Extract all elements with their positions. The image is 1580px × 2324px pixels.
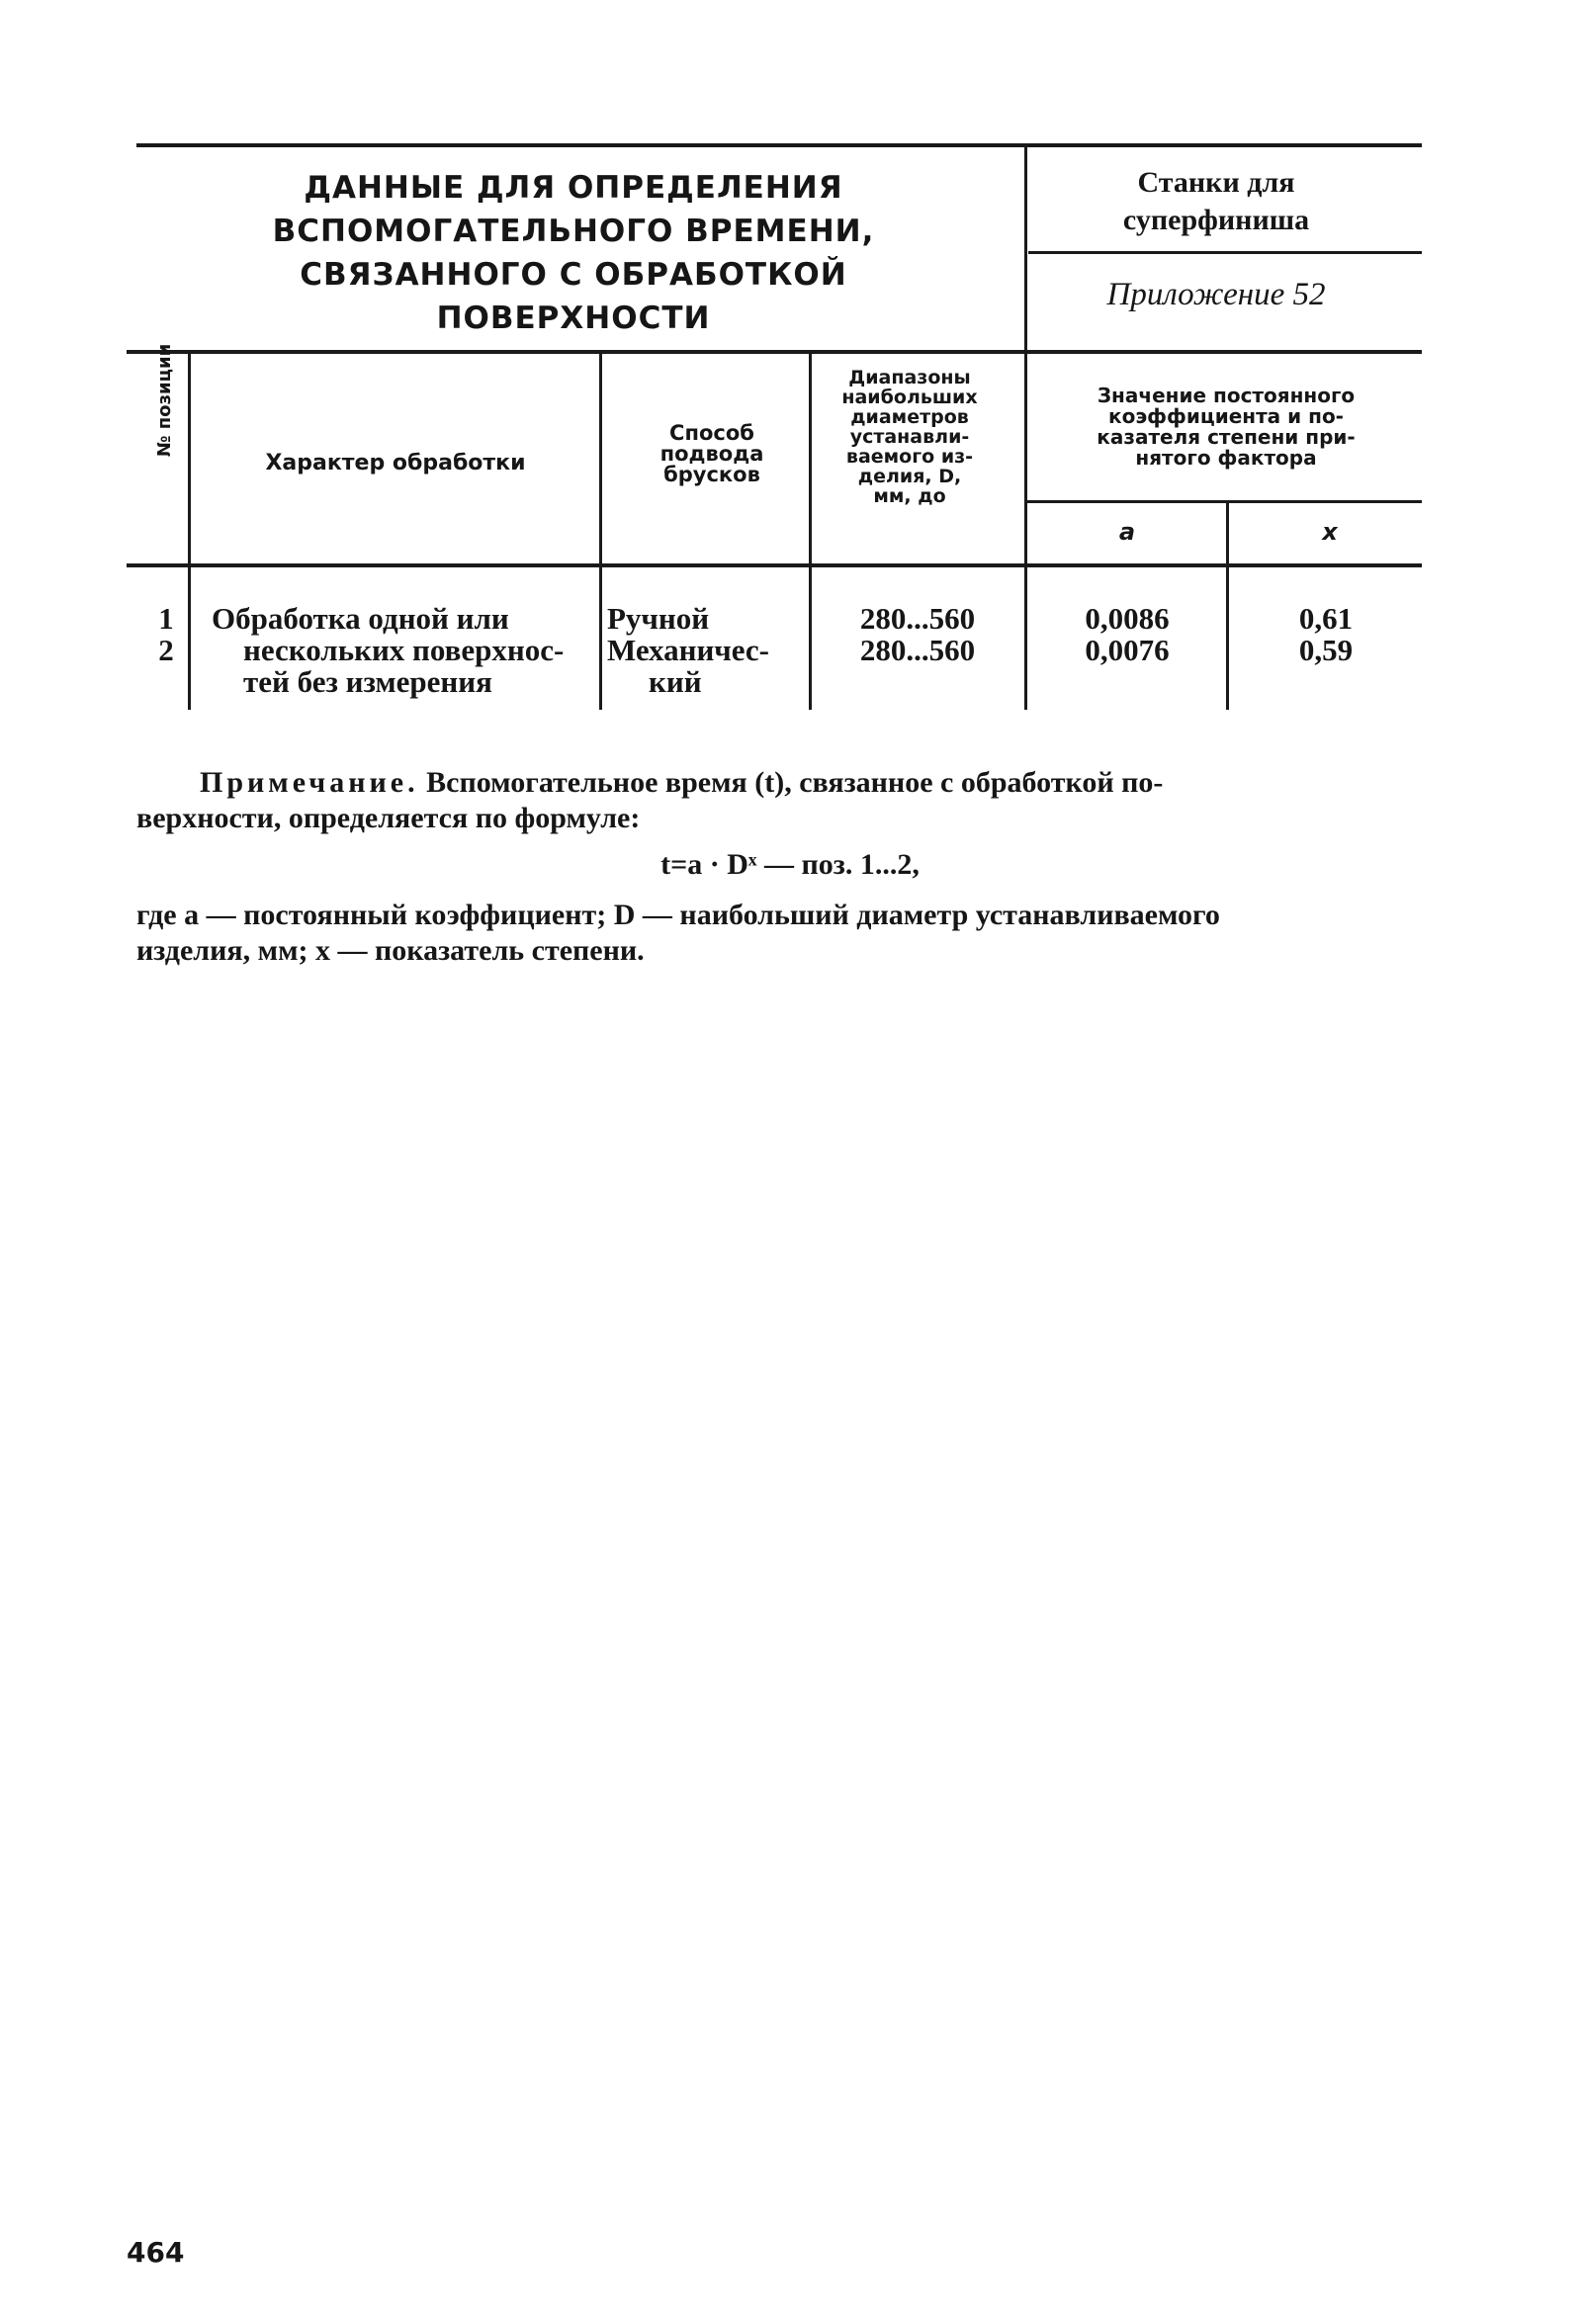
header-position: № позиции [154,343,175,458]
header-values-line: Значение постоянного [1097,384,1356,407]
header-range-line: мм, до [873,485,946,507]
character-line: нескольких поверхнос- [243,633,565,667]
x-value: 0,61 [1298,601,1354,636]
machine-rule [1028,251,1422,254]
processing-character [212,603,599,698]
note-line-2: верхности, определяется по формуле: [136,802,641,834]
method-line: Механичес- [607,633,770,667]
character-line: Обработка одной или [212,601,509,636]
machine-line: суперфиниша [1122,204,1310,236]
note-text: Вспомогательное время (t), связанное с обработкой по- [426,766,1164,799]
header-method-line: подвода [659,442,764,466]
row-position: 2 [158,633,174,667]
document-title [148,166,999,340]
header-range-line: Диапазоны [848,367,971,388]
header-x: x [1322,518,1338,546]
header-a: a [1118,518,1136,546]
row-position: 1 [158,601,174,636]
title-line: ВСПОМОГАТЕЛЬНОГО ВРЕМЕНИ, [272,214,875,249]
note-line-3: где a — постоянный коэффициент; D — наибольший диаметр устанавливаемого [136,899,1220,931]
title-line: СВЯЗАННОГО С ОБРАБОТКОЙ [300,257,847,293]
note [136,765,1422,836]
values-subheader-rule [1024,500,1422,503]
page-number: 464 [127,2236,185,2269]
note-line-4: изделия, мм; x — показатель степени. [136,934,645,967]
header-range [811,368,1009,506]
header-values-line: казателя степени при- [1097,425,1356,449]
a-value: 0,0086 [1085,601,1170,636]
header-range-line: ваемого из- [845,446,974,468]
header-range-line: наибольших [841,387,978,408]
note-label: Примечание. [200,766,419,799]
header-values-line: нятого фактора [1135,446,1317,470]
title-divider [1024,145,1027,350]
machine-line: Станки для [1137,166,1295,199]
header-bottom-rule [127,563,1422,567]
col-rule [188,354,191,710]
header-method [613,423,811,485]
method-cell: Ручной [607,601,710,636]
header-method-line: брусков [663,463,760,486]
formula: t=a · Dˣ — поз. 1...2, [660,848,920,881]
header-range-line: делия, D, [857,466,962,487]
title-line: ПОВЕРХНОСТИ [436,301,711,336]
appendix-label: Приложение 52 [1106,277,1326,312]
header-values-line: коэффициента и по- [1108,404,1344,428]
character-line: тей без измерения [243,664,492,699]
header-range-line: диаметров [850,406,969,428]
x-value: 0,59 [1298,633,1354,667]
note-line-1 [136,765,1422,801]
method-line: кий [649,664,702,699]
table-top-rule [127,350,1422,354]
header-character: Характер обработки [265,451,526,475]
a-value: 0,0076 [1085,633,1170,667]
method-cell [607,635,805,698]
title-line: ДАННЫЕ ДЛЯ ОПРЕДЕЛЕНИЯ [304,170,843,206]
machine-type [1028,164,1404,239]
header-values [1038,386,1414,469]
top-rule [136,143,1422,147]
col-rule [599,354,602,710]
col-rule [1226,502,1229,710]
range-cell: 280...560 [859,633,976,667]
header-range-line: устанавли- [849,426,970,448]
col-rule [1024,354,1027,710]
header-method-line: Способ [669,421,754,445]
range-cell: 280...560 [859,601,976,636]
note-continued [136,898,1422,969]
col-rule [809,354,812,710]
